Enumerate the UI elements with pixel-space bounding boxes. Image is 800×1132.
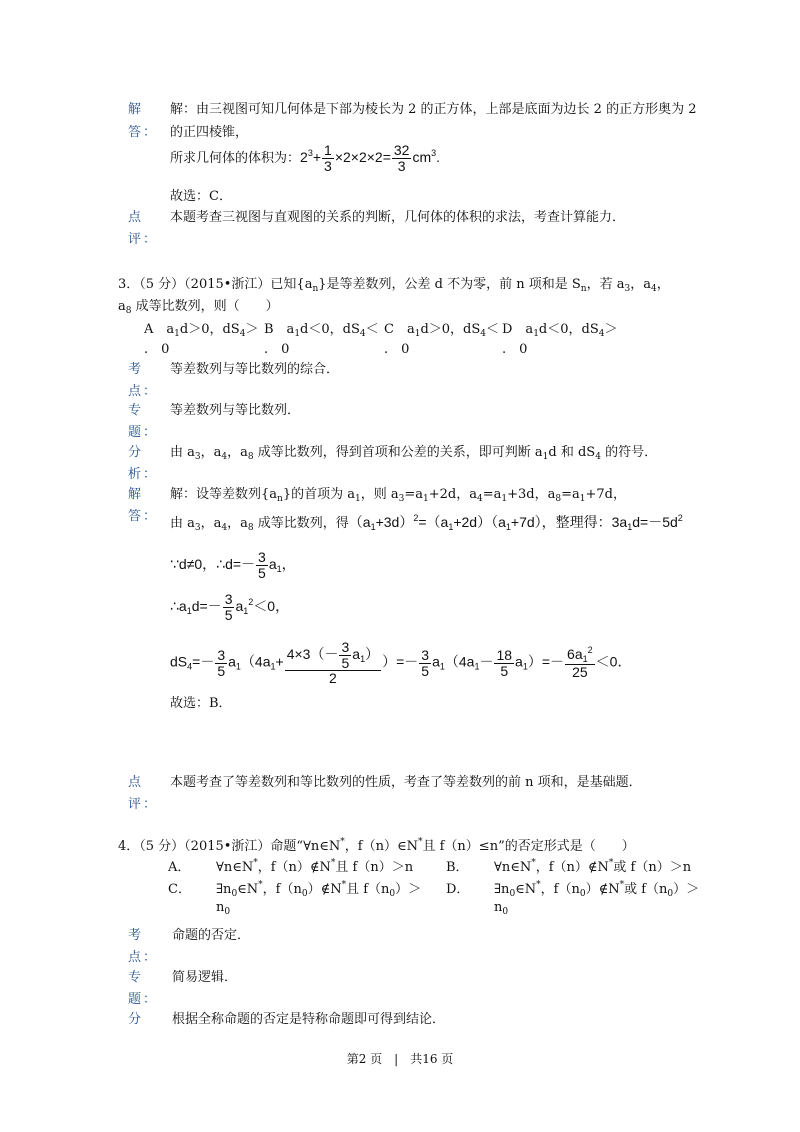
q3-option-d-cont: . 0 — [502, 342, 528, 357]
fraction-one-third: $\frac{1}{3}$ — [324, 142, 332, 174]
volume-exp: 3 — [307, 147, 313, 158]
q3-solution-line4: $\therefore a_1d=-$ $\frac{3}{5}$ $a_1^2<0$， — [170, 591, 290, 623]
zhuanti4-label-1: 专 — [128, 970, 144, 985]
q4-option-a-label: A． — [168, 860, 191, 875]
q4-option-c: $\exists n_0\in N^*$，$f(n_0)\notin N^*$且 $f(n_0)>$ — [216, 880, 422, 899]
q4-stem: 4．（5 分）（2015•浙江）命题“∀n∈N*，f（n）∈N*且 f（n）≤n”的否定形式是（ ） — [118, 837, 635, 854]
product: ×2×2×2= — [334, 148, 391, 165]
kaodian4-label-1: 考 — [128, 928, 144, 943]
q4-option-b: ∀n∈N*，f（n）∉N*或 f（n）＞n — [494, 858, 692, 875]
q4-knowledge-point: 命题的否定． — [172, 928, 251, 943]
unit-exp: 3 — [431, 147, 437, 158]
q3-solution-line5: $dS_4=-$ $\frac{3}{5}$ $a_1(4a_1+$ 4×3（－ $\frac{3}{5}$ $a_1$） 2 ）=－ $\frac{3}{5}$ $a_1(4a_1-$ $\frac{18}{5}$ $a_1)=-$ $\frac{6a_1^2}{25}$ ＜0． — [170, 639, 632, 687]
q3-option-b-cont: . 0 — [264, 342, 290, 357]
q3-stem-line2: $a_8$ 成等比数列，则（ ） — [118, 299, 279, 316]
dianping-label-2: 评： — [128, 232, 159, 247]
q4-topic: 简易逻辑． — [172, 970, 238, 985]
jieda-label-2: 答： — [128, 125, 159, 140]
q3-stem-line1: 3．（5 分）（2015•浙江）已知$\{a_n\}$是等差数列，公差 d 不为零，前 n 项和是 $S_n$，若 $a_3$，$a_4$， — [118, 277, 670, 294]
zhuanti-label-2: 题： — [128, 425, 159, 440]
q4-option-c-cont: $n_0$ — [216, 900, 231, 917]
zhuanti-label-1: 专 — [128, 403, 144, 418]
q2-answer: 故选：C． — [170, 189, 232, 204]
q2-comment: 本题考查三视图与直观图的关系的判断，几何体的体积的求法，考查计算能力． — [170, 210, 626, 225]
jieda3-label-1: 解 — [128, 487, 144, 502]
q3-option-a-cont: . 0 — [144, 342, 170, 357]
q4-option-c-label: C． — [168, 882, 191, 897]
q3-answer: 故选：B． — [170, 696, 232, 711]
q4-option-a: ∀n∈N*，f（n）∉N*且 f（n）＞n — [216, 858, 414, 875]
zhuanti4-label-2: 题： — [128, 992, 159, 1007]
page-number: 第2 页 | 共16 页 — [346, 1052, 454, 1066]
q3-option-a: A $a_1d>0$，$dS_4>$ — [144, 322, 259, 339]
plus: + — [312, 148, 322, 165]
q4-option-d: $\exists n_0\in N^*$，$f(n_0)\notin N^*$或 $f(n_0)>$ — [494, 880, 700, 899]
q3-solution-line2: 由 $a_3$，$a_4$，$a_8$ 成等比数列，得$(a_1+3d)^2=(a_1+2d)(a_1+7d)$，整理得：$3a_1d=-5d^2$ — [170, 513, 683, 533]
volume-base: 2 — [300, 148, 308, 165]
dianping3-label-2: 评： — [128, 797, 159, 812]
q3-option-b: B $a_1d<0$，$dS_4<$ — [264, 322, 379, 339]
q3-comment: 本题考查了等差数列和等比数列的性质，考查了等差数列的前 n 项和，是基础题． — [170, 775, 642, 790]
unit: cm — [412, 148, 432, 165]
q3-analysis: 由 $a_3$，$a_4$，$a_8$ 成等比数列，得到首项和公差的关系，即可判断 $a_1d$ 和 $dS_4$ 的符号． — [170, 445, 658, 462]
q2-solution-line2: 的正四棱锥， — [170, 125, 249, 140]
big-fraction: 4×3（－ $\frac{3}{5}$ $a_1$） 2 — [286, 639, 380, 687]
fenxi-label-2: 析： — [128, 467, 159, 482]
dianping-label-1: 点 — [128, 210, 144, 225]
q2-solution-line1: 解：由三视图可知几何体是下部为棱长为 2 的正方体，上部是底面为边长 2 的正方形奥为 2 — [170, 102, 697, 117]
q3-knowledge-point: 等差数列与等比数列的综合． — [170, 362, 340, 377]
q3-option-c: C $a_1d>0$，$dS_4<$ — [384, 322, 500, 339]
kaodian-label-1: 考 — [128, 362, 144, 377]
q2-volume-formula: 所求几何体的体积为：$2^3+$ $\frac{1}{3}$ ×2×2×2= $\frac{32}{3}$ $cm^3$. — [170, 142, 441, 174]
fenxi-label-1: 分 — [128, 445, 144, 460]
jieda3-label-2: 答： — [128, 509, 159, 524]
q4-analysis: 根据全称命题的否定是特称命题即可得到结论． — [172, 1012, 446, 1027]
jieda-label-1: 解 — [128, 102, 144, 117]
kaodian4-label-2: 点： — [128, 950, 159, 965]
fenxi4-label-1: 分 — [128, 1012, 144, 1027]
fraction-32-over-3: $\frac{32}{3}$ — [393, 142, 410, 174]
kaodian-label-2: 点： — [128, 384, 159, 399]
q4-option-b-label: B． — [446, 860, 469, 875]
page-footer — [0, 1050, 800, 1067]
q3-option-d: D $a_1d<0$，$dS_4>$ — [502, 322, 618, 339]
volume-prefix: 所求几何体的体积为： — [170, 150, 301, 166]
q3-solution-line3: ∵d≠0，∴d=－ $\frac{3}{5}$ $a_1$， — [170, 549, 296, 581]
q4-option-d-label: D． — [446, 882, 470, 897]
q3-solution-line1: 解：设等差数列$\{a_n\}$的首项为 $a_1$，则 $a_3=a_1+2d$，$a_4=a_1+3d$，$a_8=a_1+7d$， — [170, 487, 626, 504]
q4-option-d-cont: $n_0$ — [494, 900, 509, 917]
q3-topic: 等差数列与等比数列． — [170, 403, 301, 418]
q3-option-c-cont: . 0 — [384, 342, 410, 357]
dianping3-label-1: 点 — [128, 775, 144, 790]
